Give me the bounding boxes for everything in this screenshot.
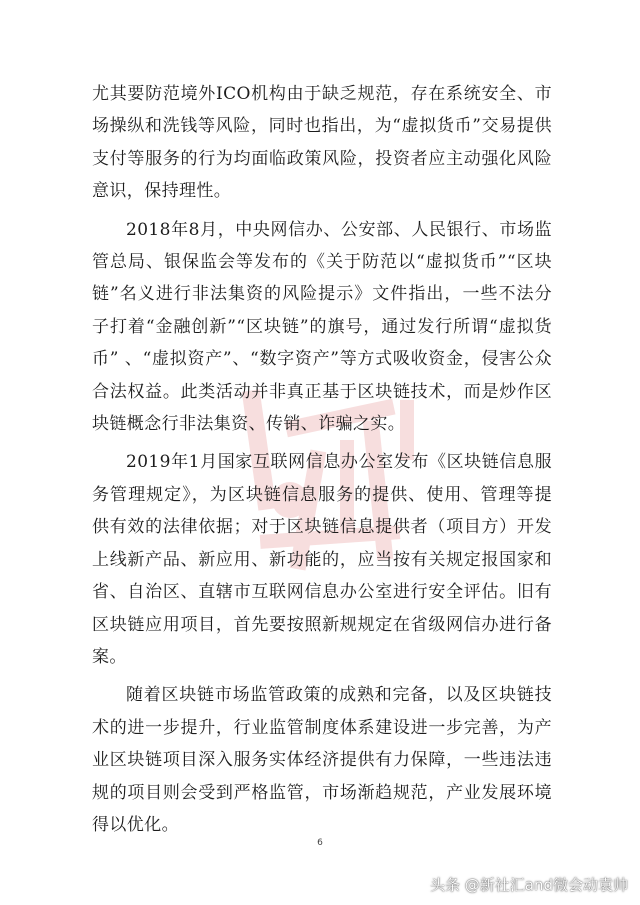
paragraph: 尤其要防范境外ICO机构由于缺乏规范，存在系统安全、市场操纵和洗钱等风险，同时也指出，为“虚拟货币”交易提供支付等服务的行为均面临政策风险，投资者应主动强化风险意识，保持理性。: [92, 84, 552, 202]
page-number: 6: [317, 838, 323, 848]
paragraph: 随着区块链市场监管政策的成熟和完备，以及区块链技术的进一步提升，行业监管制度体系建设进一步完善，为产业区块链项目深入服务实体经济提供有力保障，一些违法违规的项目则会受到严格监管，市场渐趋规范，产业发展环境得以优化。: [92, 685, 552, 835]
paragraph: 2019年1月国家互联网信息办公室发布《区块链信息服务管理规定》，为区块链信息服务的提供、使用、管理等提供有效的法律依据；对于区块链信息提供者（项目方）开发上线新产品、新应用、新功能的，应当按有关规定报国家和省、自治区、直辖市互联网信息办公室进行安全评估。旧有区块链应用项目，首先要按照新规规定在省级网信办进行备案。: [92, 452, 552, 667]
source-credit: 头条 @新社汇and微会动袁帅: [430, 876, 628, 894]
document-body: [92, 78, 552, 847]
paragraph: 2018年8月，中央网信办、公安部、人民银行、市场监管总局、银保监会等发布的《关于防范以“虚拟货币”“区块链”名义进行非法集资的风险提示》文件指出，一些不法分子打着“金融创新”“区块链”的旗号，通过发行所谓“虚拟货币” 、“虚拟资产”、“数字资产”等方式吸收资金，侵害公众合法权益。此类活动并非真正基于区块链技术，而是炒作区块链概念行非法集资、传销、诈骗之实。: [92, 219, 552, 435]
